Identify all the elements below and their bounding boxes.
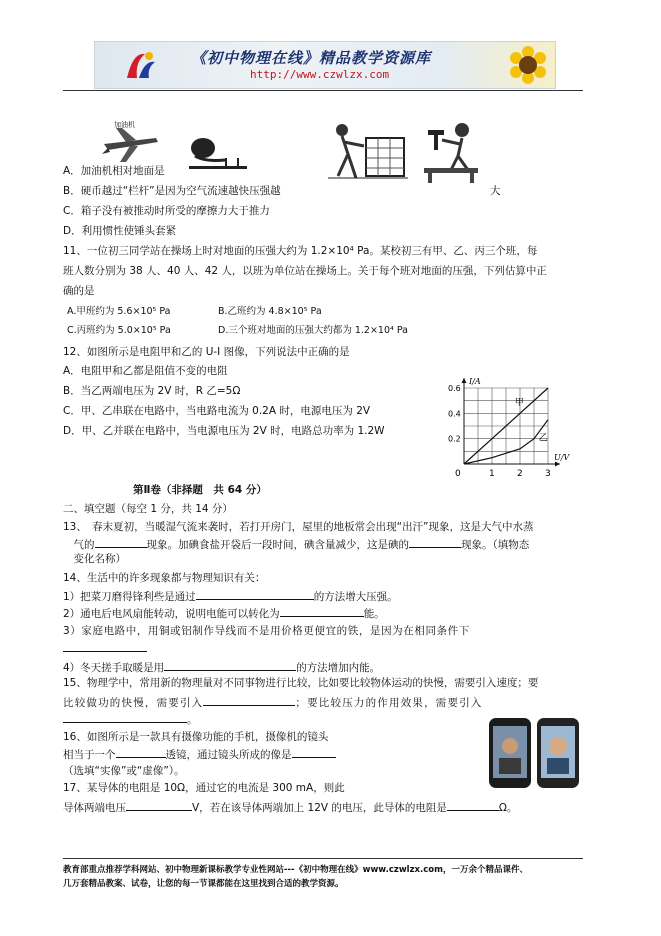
q11-option-a: A.甲班约为 5.6×10⁵ Pa — [67, 306, 171, 317]
x-tick-label: 2 — [517, 469, 523, 479]
q16-line-3: （选填“实像”或“虚像”）。 — [63, 765, 185, 777]
q14-item-1b: 的方法增大压强。 — [313, 591, 398, 603]
q10-figure-hammer — [422, 120, 482, 184]
q15-answer-blank-2[interactable] — [63, 711, 187, 723]
q14-item-4 — [63, 659, 380, 676]
series-label: 乙 — [538, 433, 548, 444]
q17-line-2 — [63, 799, 517, 816]
x-axis-label: U/V — [554, 453, 570, 462]
q14-item-2 — [63, 605, 385, 622]
footer-line-1: 教育部重点推荐学科网站、初中物理新课标教学专业性网站---《初中物理在线》www.czwlzx.com，一万余个精品课件、 — [63, 865, 528, 875]
q10-option-c: C．箱子没有被推动时所受的摩擦力大于推力 — [63, 205, 270, 217]
q14-stem: 14、生活中的许多现象都与物理知识有关： — [63, 572, 266, 584]
q16-phone-figure — [485, 716, 585, 790]
series-label: 甲 — [514, 398, 524, 408]
q17-line-2a: 导体两端电压 — [63, 802, 126, 814]
header-banner — [94, 41, 556, 89]
q14-item-3-blank-row — [63, 640, 147, 657]
q11-stem-2: 班人数分别为 38 人、40 人、42 人，以班为单位站在操场上。关于每个班对地面的压强，下列估算中正 — [63, 265, 547, 277]
y-tick-label: 0.4 — [448, 409, 461, 419]
q10-option-b-end: 大 — [490, 185, 501, 197]
footer-line-2: 几万套精品教案、试卷，让您的每一节课都能在这里找到合适的教学资源。 — [63, 879, 344, 889]
q15-line-2a: 比较做功的快慢，需要引入 — [63, 697, 204, 709]
y-axis-label: I/A — [469, 377, 481, 386]
q14-answer-blank-2[interactable] — [280, 605, 364, 617]
q17-line-2c: Ω。 — [498, 802, 518, 814]
q14-item-2b: 能。 — [363, 608, 385, 620]
q14-item-4a: 4）冬天搓手取暖是用 — [63, 662, 165, 674]
ui-chart — [448, 374, 578, 480]
y-tick-label: 0.6 — [448, 384, 461, 393]
q15-line-3 — [63, 711, 198, 728]
q11-option-c: C.丙班约为 5.0×10⁵ Pa — [67, 325, 171, 336]
q10-option-a: A．加油机相对地面是 — [63, 165, 165, 177]
q12-option-a: A．电阻甲和乙都是阻值不变的电阻 — [63, 365, 228, 377]
q17-answer-blank-2[interactable] — [447, 799, 499, 811]
q15-line-2b: ；要比较压力的作用效果，需要引入 — [295, 697, 483, 709]
q13-line-2b: 现象。加碘食盐开袋后一段时间，碘含量减少，这是碘的 — [146, 539, 409, 551]
q15-answer-blank-1[interactable] — [203, 694, 295, 706]
q15-line-1: 15、物理学中，常用新的物理量对不同事物进行比较，比如要比较物体运动的快慢，需要引入速度；要 — [63, 677, 539, 689]
q14-item-4b: 的方法增加内能。 — [296, 662, 381, 674]
q14-answer-blank-4[interactable] — [164, 659, 296, 671]
q10-figure-plane-label: 加油机 — [114, 121, 135, 129]
header-rule — [63, 90, 583, 91]
q11-stem-3: 确的是 — [63, 285, 95, 297]
x-tick-label: 3 — [545, 469, 551, 479]
q16-line-2 — [63, 746, 336, 763]
y-tick-label: 0.2 — [448, 434, 461, 444]
q11-option-b: B.乙班约为 4.8×10⁵ Pa — [218, 306, 322, 317]
banner-title: 《初中物理在线》精品教学资源库 — [191, 49, 432, 67]
logo-icon — [123, 48, 159, 82]
q14-item-1 — [63, 588, 398, 605]
q10-option-d: D．利用惯性使锤头套紧 — [63, 225, 177, 237]
q14-answer-blank-1[interactable] — [196, 588, 314, 600]
q14-item-3: 3）家庭电路中，用铜或铝制作导线而不是用价格更便宜的铁，是因为在相同条件下 — [63, 625, 470, 637]
q14-item-2a: 2）通电后电风扇能转动，说明电能可以转化为 — [63, 608, 280, 620]
q11-option-d: D.三个班对地面的压强大约都为 1.2×10⁴ Pa — [218, 325, 408, 336]
q15-line-3-end: 。 — [187, 714, 198, 726]
x-axis-arrow — [555, 462, 560, 467]
q14-item-1a: 1）把菜刀磨得锋利些是通过 — [63, 591, 196, 603]
q13-line-2a: 气的 — [63, 539, 95, 551]
q13-line-1: 13、 春末夏初，当暖湿气流来袭时，若打开房门，屋里的地板常会出现“出汗”现象，这是大气中水蒸 — [63, 521, 534, 533]
q12-stem: 12、如图所示是电阻甲和乙的 U-I 图像，下列说法中正确的是 — [63, 346, 350, 358]
q10-figure-box — [328, 120, 408, 184]
q17-line-1: 17、某导体的电阻是 10Ω，通过它的电流是 300 mA，则此 — [63, 782, 345, 794]
q12-option-c: C．甲、乙串联在电路中，当电路电流为 0.2A 时，电源电压为 2V — [63, 405, 371, 417]
section-ii-title: 第Ⅱ卷（非择题 共 64 分） — [133, 484, 267, 496]
q16-answer-blank-2[interactable] — [292, 746, 336, 758]
footer-rule — [63, 858, 583, 859]
q14-answer-blank-3[interactable] — [63, 640, 147, 652]
q10-figure-coin — [185, 136, 249, 176]
q12-option-b: B．当乙两端电压为 2V 时，R 乙=5Ω — [63, 385, 241, 397]
q10-option-b: B．硬币越过“栏杆”是因为空气流速越快压强越 — [63, 185, 281, 197]
q16-line-2a: 相当于一个 — [63, 749, 116, 761]
q16-answer-blank-1[interactable] — [116, 746, 166, 758]
q16-line-2b: 透镜，通过镜头所成的像是 — [165, 749, 292, 761]
q16-line-1: 16、如图所示是一款具有摄像功能的手机，摄像机的镜头 — [63, 731, 329, 743]
q11-stem-1: 11、一位初三同学站在操场上时对地面的压强大约为 1.2×10⁴ Pa。某校初三有甲、乙、丙三个班，每 — [63, 245, 538, 257]
q10-figure-plane — [100, 121, 160, 168]
sunflower-icon — [503, 44, 553, 86]
q12-option-d: D．甲、乙并联在电路中，当电源电压为 2V 时，电路总功率为 1.2W — [63, 425, 385, 437]
fill-in-heading: 二、填空题（每空 1 分，共 14 分） — [63, 503, 233, 515]
q13-line-2c: 现象。（填物态 — [461, 539, 530, 551]
x-tick-label: 0 — [455, 469, 461, 479]
q13-line-3: 变化名称） — [63, 553, 126, 565]
q13-line-2 — [63, 536, 529, 553]
q15-line-2 — [63, 694, 483, 711]
q13-answer-blank-1[interactable] — [95, 536, 147, 548]
q17-line-2b: V，若在该导体两端加上 12V 的电压，此导体的电阻是 — [192, 802, 447, 814]
y-axis-arrow — [462, 378, 467, 383]
q13-answer-blank-2[interactable] — [409, 536, 461, 548]
x-tick-label: 1 — [489, 469, 495, 479]
q17-answer-blank-1[interactable] — [126, 799, 192, 811]
banner-url[interactable]: http://www.czwlzx.com — [250, 68, 390, 81]
